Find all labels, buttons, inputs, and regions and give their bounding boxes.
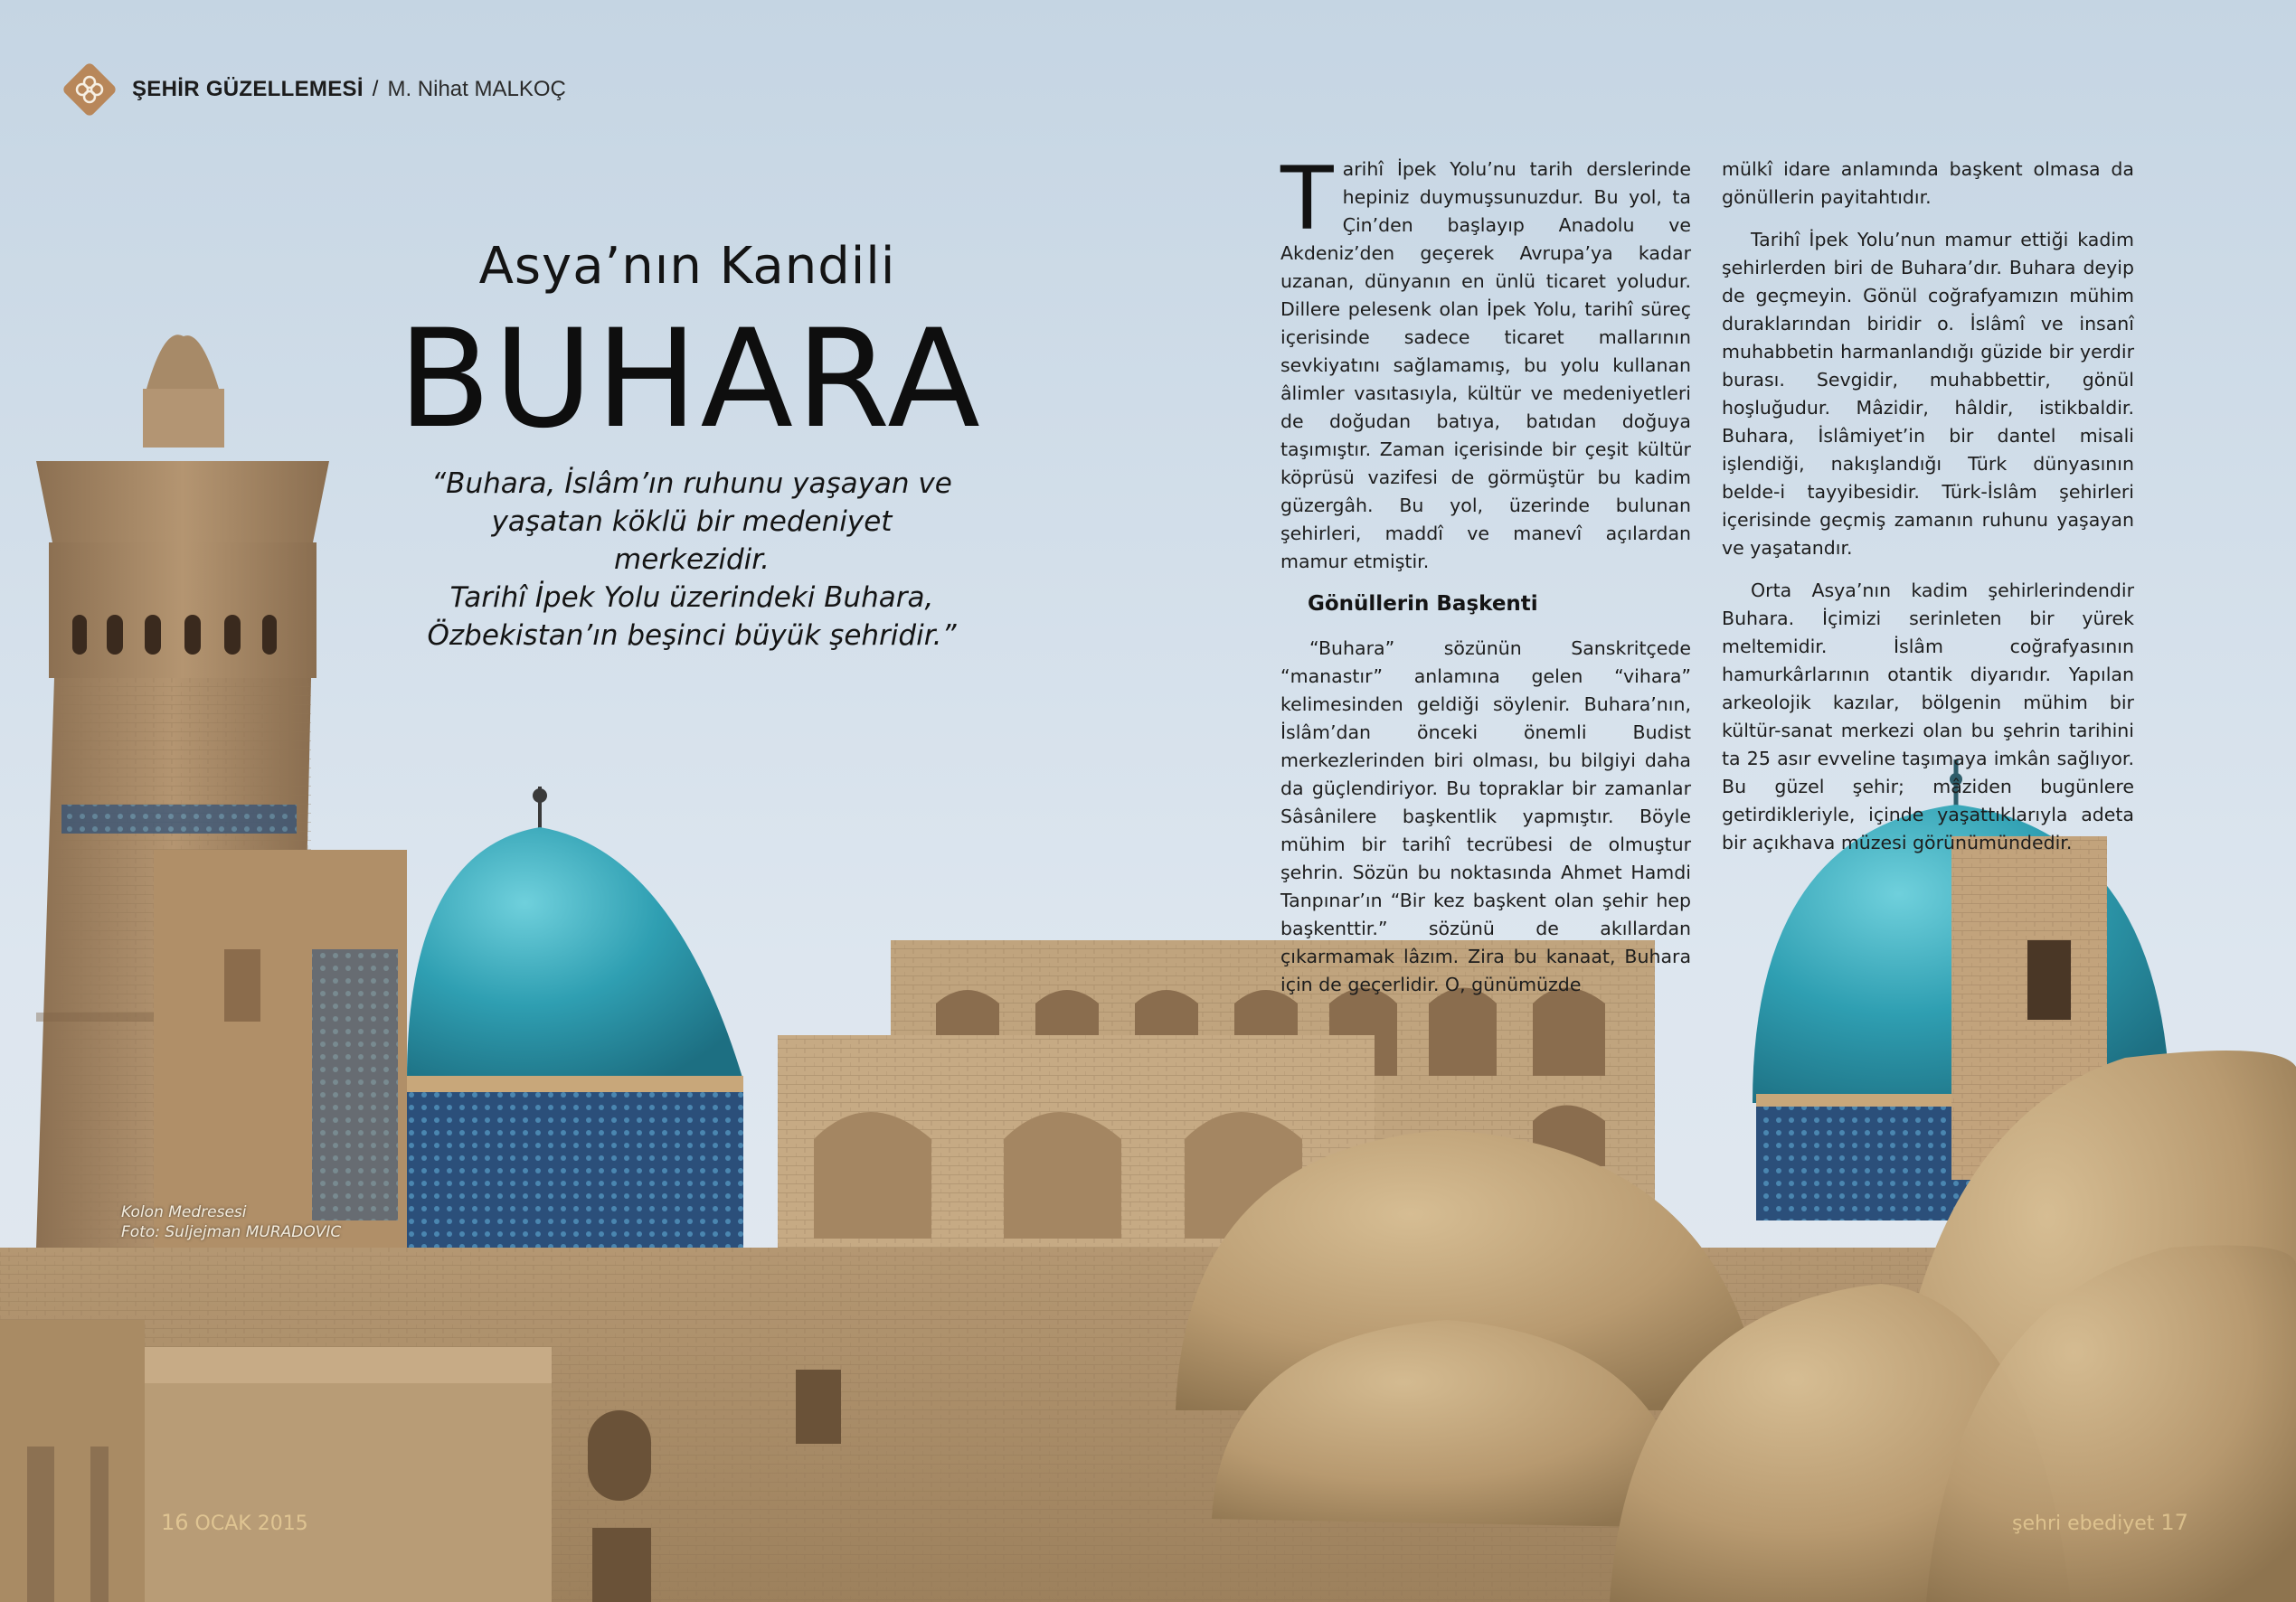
article-column-1 (1280, 148, 1691, 1013)
drop-cap: T (1280, 148, 1334, 250)
folio-left (161, 1510, 308, 1535)
paragraph (1280, 148, 1691, 576)
header-separator: / (372, 77, 379, 101)
page-number: 16 (161, 1510, 189, 1535)
magazine-logo-icon (60, 60, 119, 119)
pull-quote-line: Özbekistan’ın beşinci büyük şehridir.” (427, 619, 957, 652)
photo-caption (121, 1202, 341, 1242)
caption-credit: Foto: Suljejman MURADOVIC (121, 1223, 342, 1241)
article-subtitle: Asya’nın Kandili (478, 237, 896, 296)
paragraph: Tarihî İpek Yolu’nun mamur ettiği kadim şehirlerden biri de Buhara’dır. Buhara deyip de geçmeyin. Gönül coğrafyamızın mühim duraklarından biridir o. İslâmî ve insanî muhabbetin harmanlandığı güzide bir yerdir burası. Sevgidir, muhabbettir, gönül hoşluğudur. Mâzidir, hâldir, istikbaldir. Buhara, İslâmiyet’in bir dantel misali işlendiği, nakışlandığı Türk dünyasının belde-i tayyibesidir. Türk-İslâm şehirleri içerisinde geçmiş zamanın ruhunu yaşayan ve yaşatandır. (1722, 229, 2134, 559)
article-title: BUHARA (398, 301, 983, 458)
paragraph-text: arihî İpek Yolu’nu tarih derslerinde hepiniz duymuşsunuzdur. Bu yol, ta Çin’den başlayıp Anadolu ve Akdeniz’den geçerek Avrupa’ya kadar uzanan, dünyanın en ünlü ticaret yoludur. Dillere pelesenk olan İpek Yolu, tarihî süreç içerisinde sadece ticaret mallarının sevkiyatını sağlamamış, bu yolu kullanan âlimler vasıtasıyla, kültür ve medeniyetleri de doğudan batıya, batıdan doğuya taşımıştır. Zaman içerisinde bir çeşit kültür köprüsü vazifesi de görmüştür bu kadim güzergâh. Bu yol, üzerinde bulunan şehirleri, maddî ve manevî açılardan mamur etmiştir. (1280, 158, 1691, 572)
caption-title: Kolon Medresesi (121, 1203, 247, 1221)
magazine-name: şehri ebediyet (2012, 1512, 2155, 1535)
section-header (60, 60, 566, 119)
paragraph: mülkî idare anlamında başkent olmasa da gönüllerin payitahtıdır. (1722, 158, 2134, 208)
pull-quote-line: yaşatan köklü bir medeniyet merkezidir. (491, 505, 893, 576)
folio-right (2012, 1510, 2188, 1535)
pull-quote-line: Tarihî İpek Yolu üzerindeki Buhara, (449, 581, 934, 614)
paragraph: Orta Asya’nın kadim şehirlerindendir Buhara. İçimizi serinleten bir yürek meltemidir. İslâm coğrafyasının hamurkârlarının otantik diyarıdır. Yapılan arkeolojik kazılar, bölgenin mühim bir kültür-sanat merkezi olan bu şehrin tarihini ta 25 asır evveline taşımaya imkân sağlıyor. Bu güzel şehir; mâziden bugünlere getirdikleriyle, içinde yaşattıklarıyla adeta bir açıkhava müzesi görünümündedir. (1722, 580, 2134, 853)
title-block (398, 237, 983, 458)
paragraph: “Buhara” sözünün Sanskritçede “manastır” anlamına gelen “vihara” kelimesinden geldiği söylenir. Buhara’nın, İslâm’dan önceki önemli Budist merkezlerinden biri olması, bu bilgiyi daha da güçlendiriyor. Bu topraklar bir zamanlar Sâsânilere başkentlik yapmıştır. Böyle mühim bir tarihî tecrübesi de olmuştur şehrin. Sözün bu noktasında Ahmet Hamdi Tanpınar’ın “Bir kez başkent olan şehir hep başkenttir.” sözünü de akıllardan çıkarmamak lâzım. Zira bu kanaat, Buhara için de geçerlidir. O, günümüzde (1280, 637, 1691, 995)
section-heading: Gönüllerin Başkenti (1308, 592, 1538, 616)
pull-quote (411, 465, 972, 655)
page-number: 17 (2160, 1510, 2188, 1535)
issue-label: OCAK 2015 (194, 1512, 308, 1535)
author-name: M. Nihat MALKOÇ (387, 77, 566, 101)
article-column-2 (1722, 155, 2134, 872)
pull-quote-line: “Buhara, İslâm’ın ruhunu yaşayan ve (431, 467, 952, 500)
section-name: ŞEHİR GÜZELLEMESİ (132, 77, 364, 101)
